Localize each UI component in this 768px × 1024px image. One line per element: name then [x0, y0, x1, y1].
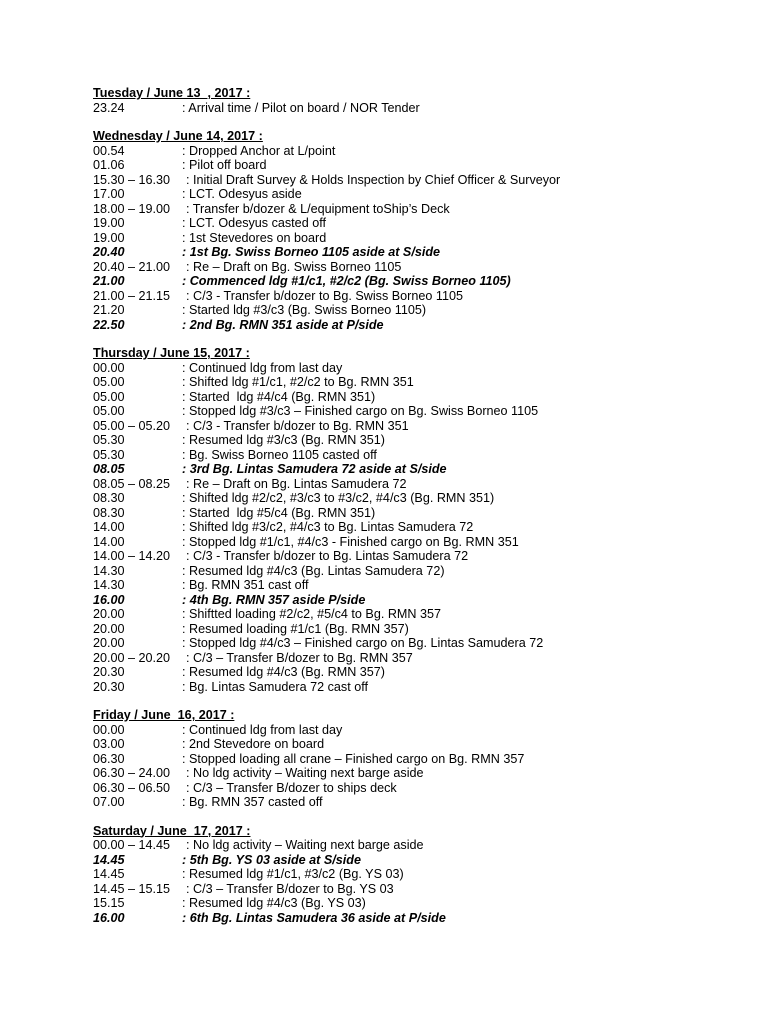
log-entry — [93, 853, 733, 868]
entry-description: : C/3 – Transfer B/dozer to Bg. YS 03 — [186, 881, 394, 896]
entry-description: : Continued ldg from last day — [182, 722, 343, 737]
log-entry — [93, 781, 733, 796]
entry-description: : C/3 - Transfer b/dozer to Bg. RMN 351 — [186, 418, 409, 433]
entry-time: 00.54 — [93, 143, 125, 158]
log-entry — [93, 144, 733, 159]
entry-time: 22.50 — [93, 317, 125, 332]
entry-time: 20.30 — [93, 679, 125, 694]
entry-time: 05.00 — [93, 389, 125, 404]
entry-description: : Stopped ldg #4/c3 – Finished cargo on Bg. Lintas Samudera 72 — [182, 636, 544, 650]
log-entry — [93, 564, 733, 579]
entry-time: 14.30 — [93, 578, 125, 592]
entry-time: 14.30 — [93, 563, 125, 578]
log-entry — [93, 607, 733, 622]
day-heading: Saturday / June 17, 2017 : — [93, 823, 251, 838]
log-entry — [93, 491, 733, 506]
day-heading: Wednesday / June 14, 2017 : — [93, 129, 263, 143]
log-entry — [93, 245, 733, 260]
entry-description: : No ldg activity – Waiting next barge aside — [186, 766, 424, 780]
entry-description: : Started ldg #3/c3 (Bg. Swiss Borneo 1105) — [182, 303, 427, 317]
entry-time: 20.00 – 20.20 — [93, 650, 171, 665]
log-entry — [93, 462, 733, 477]
day-section — [93, 824, 733, 926]
log-entry — [93, 404, 733, 419]
day-heading: Friday / June 16, 2017 : — [93, 708, 235, 722]
entry-description: : Continued ldg from last day — [182, 360, 343, 375]
entry-description: : Stopped ldg #1/c1, #4/c3 - Finished cargo on Bg. RMN 351 — [182, 534, 519, 549]
log-entry — [93, 911, 733, 926]
log-entry — [93, 173, 733, 188]
entry-description: : 6th Bg. Lintas Samudera 36 aside at P/side — [182, 910, 446, 925]
log-entry — [93, 477, 733, 492]
log-entry — [93, 838, 733, 853]
entry-time: 19.00 — [93, 230, 125, 245]
entry-time: 15.30 – 16.30 — [93, 172, 171, 187]
entry-description: : Stopped ldg #3/c3 – Finished cargo on Bg. Swiss Borneo 1105 — [182, 404, 539, 418]
entry-time: 14.45 — [93, 852, 125, 867]
entry-time: 19.00 — [93, 216, 125, 230]
entry-time: 14.00 — [93, 534, 125, 549]
entry-description: : C/3 – Transfer B/dozer to Bg. RMN 357 — [186, 650, 413, 665]
entry-description: : Stopped loading all crane – Finished cargo on Bg. RMN 357 — [182, 751, 525, 766]
log-entry — [93, 158, 733, 173]
log-entry — [93, 636, 733, 651]
day-heading: Tuesday / June 13 , 2017 : — [93, 86, 251, 100]
entry-description: : 4th Bg. RMN 357 aside P/side — [182, 592, 366, 607]
log-entry — [93, 289, 733, 304]
log-entry — [93, 187, 733, 202]
entry-description: : Shifted ldg #3/c2, #4/c3 to Bg. Lintas Samudera 72 — [182, 520, 474, 534]
entry-time: 14.00 — [93, 520, 125, 534]
entry-time: 17.00 — [93, 187, 125, 201]
entry-description: : Re – Draft on Bg. Swiss Borneo 1105 — [186, 259, 402, 274]
entry-time: 20.00 — [93, 607, 125, 621]
entry-description: : C/3 - Transfer b/dozer to Bg. Lintas Samudera 72 — [186, 549, 469, 563]
day-section — [93, 708, 733, 810]
entry-time: 03.00 — [93, 737, 125, 751]
log-entry — [93, 260, 733, 275]
entry-description: : Transfer b/dozer & L/equipment toShip’s Deck — [186, 201, 450, 216]
entry-time: 01.06 — [93, 158, 125, 172]
log-entry — [93, 448, 733, 463]
log-entry — [93, 622, 733, 637]
entry-time: 15.15 — [93, 896, 125, 910]
log-entry — [93, 231, 733, 246]
entry-time: 20.00 — [93, 636, 125, 650]
entry-description: : Shifted ldg #2/c2, #3/c3 to #3/c2, #4/c3 (Bg. RMN 351) — [182, 491, 495, 505]
entry-description: : Dropped Anchor at L/point — [182, 143, 336, 158]
log-entry — [93, 433, 733, 448]
entry-description: : C/3 – Transfer B/dozer to ships deck — [186, 780, 397, 795]
entry-time: 05.00 — [93, 375, 125, 389]
log-entry — [93, 882, 733, 897]
entry-time: 20.30 — [93, 665, 125, 679]
entry-time: 20.40 — [93, 245, 125, 259]
statement-of-facts — [93, 86, 733, 939]
entry-time: 05.30 — [93, 433, 125, 447]
entry-description: : Re – Draft on Bg. Lintas Samudera 72 — [186, 476, 407, 491]
entry-time: 21.00 — [93, 274, 125, 288]
entry-description: : Resumed ldg #4/c3 (Bg. RMN 357) — [182, 665, 385, 679]
entry-time: 00.00 – 14.45 — [93, 838, 171, 852]
log-entry — [93, 896, 733, 911]
entry-time: 16.00 — [93, 910, 125, 925]
entry-description: : Bg. RMN 351 cast off — [182, 578, 309, 592]
entry-description: : Resumed ldg #4/c3 (Bg. YS 03) — [182, 896, 366, 910]
entry-description: : Commenced ldg #1/c1, #2/c2 (Bg. Swiss Borneo 1105) — [182, 274, 511, 288]
log-entry — [93, 419, 733, 434]
entry-time: 06.30 — [93, 751, 125, 766]
log-entry — [93, 737, 733, 752]
entry-time: 21.20 — [93, 303, 125, 317]
entry-time: 20.40 – 21.00 — [93, 259, 171, 274]
entry-time: 08.05 — [93, 462, 125, 476]
entry-time: 08.30 — [93, 491, 125, 505]
log-entry — [93, 520, 733, 535]
entry-time: 00.00 — [93, 360, 125, 375]
log-entry — [93, 578, 733, 593]
entry-description: : Started ldg #4/c4 (Bg. RMN 351) — [182, 389, 376, 404]
entry-description: : Resumed ldg #4/c3 (Bg. Lintas Samudera 72) — [182, 563, 445, 578]
entry-description: : C/3 - Transfer b/dozer to Bg. Swiss Borneo 1105 — [186, 288, 463, 303]
log-entry — [93, 506, 733, 521]
log-entry — [93, 202, 733, 217]
log-entry — [93, 361, 733, 376]
day-heading: Thursday / June 15, 2017 : — [93, 346, 250, 360]
entry-time: 06.30 – 06.50 — [93, 780, 171, 795]
log-entry — [93, 303, 733, 318]
log-entry — [93, 390, 733, 405]
entry-description: : Started ldg #5/c4 (Bg. RMN 351) — [182, 505, 376, 520]
log-entry — [93, 593, 733, 608]
entry-time: 23.24 — [93, 100, 125, 115]
log-entry — [93, 752, 733, 767]
log-entry — [93, 549, 733, 564]
day-section — [93, 86, 733, 115]
log-entry — [93, 318, 733, 333]
entry-time: 07.00 — [93, 795, 125, 809]
log-entry — [93, 723, 733, 738]
entry-description: : Arrival time / Pilot on board / NOR Tender — [182, 100, 420, 115]
log-entry — [93, 375, 733, 390]
entry-description: : 1st Stevedores on board — [182, 230, 327, 245]
log-entry — [93, 216, 733, 231]
entry-time: 08.05 – 08.25 — [93, 476, 171, 491]
entry-description: : LCT. Odesyus casted off — [182, 216, 326, 230]
day-section — [93, 346, 733, 694]
entry-description: : No ldg activity – Waiting next barge aside — [186, 838, 424, 852]
entry-description: : Bg. Lintas Samudera 72 cast off — [182, 679, 368, 694]
entry-description: : Initial Draft Survey & Holds Inspection by Chief Officer & Surveyor — [186, 172, 561, 187]
entry-time: 14.00 – 14.20 — [93, 549, 171, 563]
log-entry — [93, 766, 733, 781]
entry-description: : 5th Bg. YS 03 aside at S/side — [182, 852, 361, 867]
entry-time: 18.00 – 19.00 — [93, 201, 171, 216]
entry-time: 16.00 — [93, 592, 125, 607]
entry-time: 08.30 — [93, 505, 125, 520]
entry-time: 06.30 – 24.00 — [93, 766, 171, 780]
log-entry — [93, 101, 733, 116]
log-entry — [93, 680, 733, 695]
entry-time: 14.45 — [93, 867, 125, 881]
log-entry — [93, 274, 733, 289]
log-entry — [93, 795, 733, 810]
entry-time: 05.00 – 05.20 — [93, 418, 171, 433]
log-entry — [93, 535, 733, 550]
log-entry — [93, 867, 733, 882]
entry-time: 05.30 — [93, 447, 125, 462]
day-section — [93, 129, 733, 332]
entry-description: : LCT. Odesyus aside — [182, 187, 302, 201]
entry-time: 14.45 – 15.15 — [93, 881, 171, 896]
entry-description: : Resumed ldg #1/c1, #3/c2 (Bg. YS 03) — [182, 867, 404, 881]
entry-description: : 2nd Bg. RMN 351 aside at P/side — [182, 317, 384, 332]
entry-time: 21.00 – 21.15 — [93, 288, 171, 303]
log-entry — [93, 665, 733, 680]
entry-description: : Shifted ldg #1/c1, #2/c2 to Bg. RMN 351 — [182, 375, 414, 389]
entry-description: : Bg. RMN 357 casted off — [182, 795, 323, 809]
entry-time: 20.00 — [93, 621, 125, 636]
entry-description: : Resumed loading #1/c1 (Bg. RMN 357) — [182, 621, 409, 636]
entry-time: 00.00 — [93, 722, 125, 737]
entry-description: : 2nd Stevedore on board — [182, 737, 325, 751]
entry-description: : Bg. Swiss Borneo 1105 casted off — [182, 447, 377, 462]
entry-description: : 1st Bg. Swiss Borneo 1105 aside at S/side — [182, 245, 441, 259]
entry-description: : 3rd Bg. Lintas Samudera 72 aside at S/side — [182, 462, 447, 476]
entry-time: 05.00 — [93, 404, 125, 418]
entry-description: : Pilot off board — [182, 158, 267, 172]
entry-description: : Resumed ldg #3/c3 (Bg. RMN 351) — [182, 433, 385, 447]
log-entry — [93, 651, 733, 666]
entry-description: : Shiftted loading #2/c2, #5/c4 to Bg. RMN 357 — [182, 607, 442, 621]
